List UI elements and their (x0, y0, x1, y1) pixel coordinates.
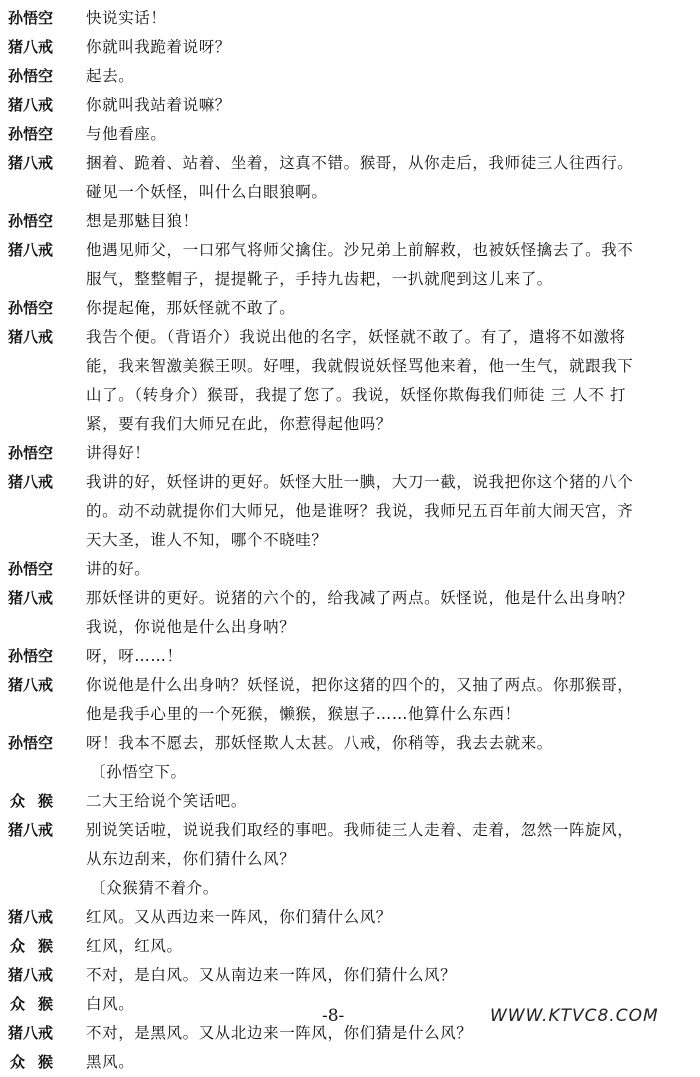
script-line (6, 323, 696, 352)
script-line (6, 642, 696, 671)
speaker-name: 猪八戒 (8, 38, 54, 56)
script-line (6, 207, 696, 236)
dialogue-text: 紧，要有我们大师兄在此，你惹得起他吗？ (86, 415, 392, 433)
speaker-name: 孙悟空 (8, 9, 54, 27)
script-line (6, 381, 696, 410)
script-line (6, 91, 696, 120)
speaker-name: 众猴 (10, 1053, 67, 1071)
script-line (6, 526, 696, 555)
stage-direction: 〔孙悟空下。 (90, 763, 187, 781)
script-line (6, 584, 696, 613)
speaker-name: 猪八戒 (8, 966, 54, 984)
script-line (6, 555, 696, 584)
dialogue-text: 那妖怪讲的更好。说猪的六个的，给我减了两点。妖怪说，他是什么出身呐？ (86, 589, 634, 607)
dialogue-text: 你就叫我跪着说呀？ (86, 38, 231, 56)
script-line (6, 932, 696, 961)
speaker-name: 猪八戒 (8, 821, 54, 839)
speaker-name: 孙悟空 (8, 125, 54, 143)
speaker-name: 猪八戒 (8, 1024, 54, 1042)
dialogue-text: 捆着、跪着、站着、坐着，这真不错。猴哥，从你走后，我师徒三人往西行。 (86, 154, 634, 172)
speaker-name: 孙悟空 (8, 560, 54, 578)
dialogue-text: 黑风。 (86, 1053, 135, 1071)
dialogue-text: 红风，红风。 (86, 937, 183, 955)
dialogue-text: 二大王给说个笑话吧。 (86, 792, 248, 810)
speaker-name: 猪八戒 (8, 328, 54, 346)
speaker-name: 猪八戒 (8, 154, 54, 172)
dialogue-text: 从东边刮来，你们猜什么风？ (86, 850, 296, 868)
script-line (6, 410, 696, 439)
dialogue-text: 别说笑话啦，说说我们取经的事吧。我师徒三人走着、走着，忽然一阵旋风， (86, 821, 634, 839)
script-line (6, 729, 696, 758)
script-line (6, 758, 696, 787)
speaker-name: 孙悟空 (8, 734, 54, 752)
script-page (6, 4, 696, 1077)
dialogue-text: 红风。又从西边来一阵风，你们猜什么风？ (86, 908, 392, 926)
dialogue-text: 你提起俺，那妖怪就不敢了。 (86, 299, 296, 317)
script-line (6, 120, 696, 149)
dialogue-text: 我告个便。（背语介）我说出他的名字，妖怪就不敢了。有了，遣将不如激将 (86, 328, 626, 346)
script-line (6, 787, 696, 816)
speaker-name: 猪八戒 (8, 96, 54, 114)
script-line (6, 236, 696, 265)
dialogue-text: 能，我来智激美猴王呗。好哩，我就假说妖怪骂他来着，他一生气，就跟我下 (86, 357, 634, 375)
script-line (6, 497, 696, 526)
script-line (6, 874, 696, 903)
script-line (6, 468, 696, 497)
speaker-name: 猪八戒 (8, 241, 54, 259)
script-line (6, 613, 696, 642)
script-line (6, 178, 696, 207)
speaker-name: 猪八戒 (8, 473, 54, 491)
script-line (6, 33, 696, 62)
page-number: -8- (322, 1006, 345, 1026)
dialogue-text: 不对，是黑风。又从北边来一阵风，你们猜是什么风？ (86, 1024, 473, 1042)
script-line (6, 294, 696, 323)
dialogue-text: 的。动不动就提你们大师兄，他是谁呀？我说，我师兄五百年前大闹天宫，齐 (86, 502, 634, 520)
speaker-name: 众猴 (10, 937, 67, 955)
script-line (6, 265, 696, 294)
dialogue-text: 白风。 (86, 995, 135, 1013)
speaker-name: 孙悟空 (8, 212, 54, 230)
dialogue-text: 山了。（转身介）猴哥，我提了您了。我说，妖怪你欺侮我们师徒 三 人不 打 (86, 386, 627, 404)
dialogue-text: 呀！我本不愿去，那妖怪欺人太甚。八戒，你稍等，我去去就来。 (86, 734, 553, 752)
script-line (6, 439, 696, 468)
dialogue-text: 呀，呀……！ (86, 647, 183, 665)
dialogue-text: 你就叫我站着说嘛？ (86, 96, 231, 114)
speaker-name: 孙悟空 (8, 647, 54, 665)
dialogue-text: 与他看座。 (86, 125, 167, 143)
script-line (6, 4, 696, 33)
dialogue-text: 他遇见师父，一口邪气将师父擒住。沙兄弟上前解救，也被妖怪擒去了。我不 (86, 241, 634, 259)
watermark: WWW.KTVC8.COM (490, 1006, 659, 1026)
dialogue-text: 天大圣，谁人不知，哪个不晓哇？ (86, 531, 328, 549)
script-line (6, 700, 696, 729)
script-line (6, 149, 696, 178)
speaker-name: 孙悟空 (8, 299, 54, 317)
speaker-name: 猪八戒 (8, 676, 54, 694)
script-line (6, 903, 696, 932)
dialogue-text: 不对，是白风。又从南边来一阵风，你们猜什么风？ (86, 966, 457, 984)
stage-direction: 〔众猴猜不着介。 (90, 879, 219, 897)
script-line (6, 845, 696, 874)
speaker-name: 众猴 (10, 995, 67, 1013)
script-line (6, 352, 696, 381)
dialogue-text: 碰见一个妖怪，叫什么白眼狼啊。 (86, 183, 328, 201)
dialogue-text: 讲的好。 (86, 560, 151, 578)
speaker-name: 孙悟空 (8, 67, 54, 85)
speaker-name: 猪八戒 (8, 589, 54, 607)
page-footer (0, 1006, 700, 1028)
dialogue-text: 讲得好！ (86, 444, 151, 462)
dialogue-text: 我讲的好，妖怪讲的更好。妖怪大肚一腆，大刀一截，说我把你这个猪的八个 (86, 473, 634, 491)
speaker-name: 猪八戒 (8, 908, 54, 926)
script-line (6, 1048, 696, 1077)
dialogue-text: 你说他是什么出身呐？妖怪说，把你这猪的四个的，又抽了两点。你那猴哥， (86, 676, 634, 694)
script-line (6, 961, 696, 990)
dialogue-text: 他是我手心里的一个死猴，懒猴，猴崽子……他算什么东西！ (86, 705, 521, 723)
speaker-name: 众猴 (10, 792, 67, 810)
script-line (6, 816, 696, 845)
dialogue-text: 服气，整整帽子，提提靴子，手持九齿耙，一扒就爬到这儿来了。 (86, 270, 553, 288)
script-line (6, 671, 696, 700)
dialogue-text: 快说实话！ (86, 9, 167, 27)
dialogue-text: 起去。 (86, 67, 135, 85)
dialogue-text: 我说，你说他是什么出身呐？ (86, 618, 296, 636)
dialogue-text: 想是那魅目狼！ (86, 212, 199, 230)
script-line (6, 62, 696, 91)
speaker-name: 孙悟空 (8, 444, 54, 462)
